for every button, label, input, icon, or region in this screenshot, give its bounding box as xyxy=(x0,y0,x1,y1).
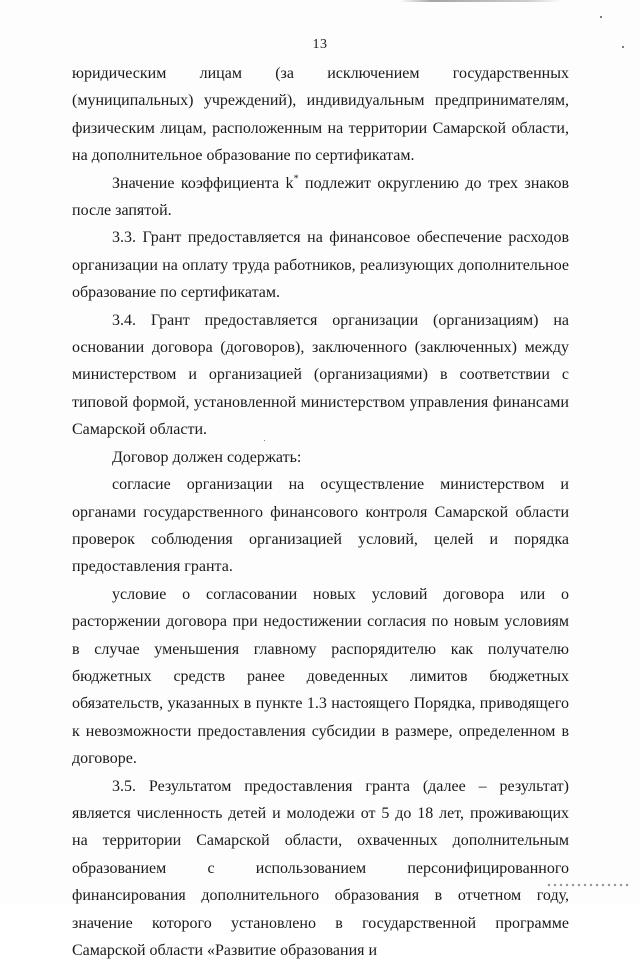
coefficient-superscript: * xyxy=(293,173,299,185)
paragraph-condition: условие о согласовании новых условий договора или о расторжении договора при недостижении согласия по новым условиям в случае уменьшения главному распорядителю как получателю бюджетных средств ранее доведенных лимитов бюджетных обязательств, указанных в пункте 1.3 настоящего Порядка, приводящего к невозможности предоставления субсидии в размере, определенном в договоре. xyxy=(72,585,569,768)
coefficient-text-after: подлежит округлению до трех знаков после запятой. xyxy=(72,174,570,220)
paragraph-3-3: 3.3. Грант предоставляется на финансовое обеспечение расходов организации на оплату труда работников, реализующих дополнительное образование по сертификатам. xyxy=(72,229,569,302)
paragraph-contract-heading: Договор должен содержать: xyxy=(112,448,302,466)
scan-speck xyxy=(600,16,602,18)
scan-artifact-top xyxy=(400,0,560,2)
document-body xyxy=(72,60,569,964)
page-number: 13 xyxy=(312,37,328,52)
paragraph-continuation: юридическим лицам (за исключением государственных (муниципальных) учреждений), индивидуальным предпринимателям, физическим лицам, расположенным на территории Самарской области, на дополнительное образование по сертификатам. xyxy=(72,65,569,165)
paragraph-coefficient xyxy=(72,170,569,225)
paragraph-3-4: 3.4. Грант предоставляется организации (организациям) на основании договора (договоров), заключенного (заключенных) между министерством и организацией (организациями) в соответствии с типовой формой, установленной министерством управления финансами Самарской области. xyxy=(72,311,569,439)
scan-artifact-bottom xyxy=(546,883,630,887)
paragraph-consent: согласие организации на осуществление министерством и органами государственного финансового контроля Самарской области проверок соблюдения организацией условий, целей и порядка предоставления гранта. xyxy=(72,476,569,576)
coefficient-text-before: Значение коэффициента k xyxy=(112,174,294,192)
paragraph-3-5: 3.5. Результатом предоставления гранта (далее – результат) является численность детей и молодежи от 5 до 18 лет, проживающих на территории Самарской области, охваченных дополнительным образованием с использованием персонифицированного финансирования дополнительного образования в отчетном году, значение которого установлено в государственной программе Самарской области «Развитие образования и xyxy=(72,777,569,959)
